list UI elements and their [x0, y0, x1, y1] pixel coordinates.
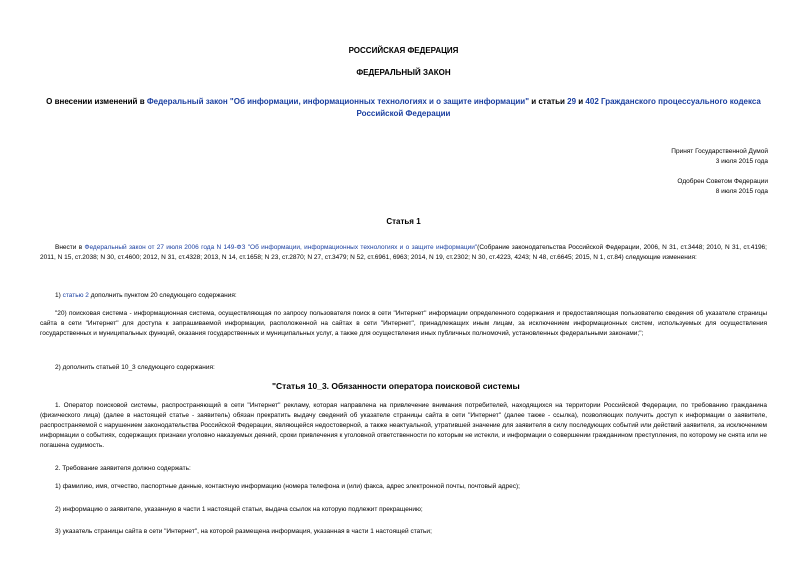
duma-adoption-label: Принят Государственной Думой [671, 148, 768, 155]
law-title-middle: и статьи [528, 97, 568, 106]
intro-link-federal-law-149[interactable]: Федеральный закон от 27 июля 2006 года N 149-ФЗ "Об информации, информационных технологиях и о защите информации" [84, 244, 478, 251]
law-title [40, 96, 767, 120]
item-2: 2) дополнить статьей 10_3 следующего содержания: [55, 364, 215, 371]
law-type-heading: ФЕДЕРАЛЬНЫЙ ЗАКОН [356, 68, 451, 77]
law-title-and: и [576, 97, 586, 106]
duma-adoption-date: 3 июля 2015 года [715, 158, 768, 165]
requirement-item-2: 2) информацию о заявителе, указанную в части 1 настоящей статьи, выдача ссылок на которую подлежит прекращению; [55, 506, 423, 513]
new-article-heading: "Статья 10_3. Обязанности оператора поисковой системы [272, 381, 520, 391]
article-1-intro [40, 243, 767, 263]
requirement-item-1: 1) фамилию, имя, отчество, паспортные данные, контактную информацию (номера телефона и (или) факса, адрес электронной почты, почтовый адрес); [55, 483, 520, 490]
item-1-text: дополнить пунктом 20 следующего содержания: [88, 292, 237, 299]
law-title-link-info-law[interactable]: Федеральный закон "Об информации, информационных технологиях и о защите информации" [146, 97, 529, 106]
council-approval-date: 8 июля 2015 года [715, 188, 768, 195]
requirement-item-3: 3) указатель страницы сайта в сети "Интернет", на которой размещена информация, указанная в части 1 настоящей статьи; [55, 528, 432, 535]
new-article-para-1: 1. Оператор поисковой системы, распространяющий в сети "Интернет" рекламу, которая направлена на привлечение внимания потребителей, находящихся на территории Российской Федерации, по требованию гражданина (физического лица) (далее в настоящей статье - заявитель) обязан прекратить выдачу сведений об указателе страницы сайта в сети "Интернет" (далее также - ссылка), позволяющих получить доступ к информации о заявителе, распространяемой с нарушением законодательства Российской Федерации, являющейся недостоверной, а также неактуальной, утратившей значение для заявителя в силу последующих событий или действий заявителя, за исключением информации о событиях, содержащих признаки уголовно наказуемых деяний, сроки привлечения к уголовной ответственности по которым не истекли, и информации о совершении гражданином преступления, по которому не снята или не погашена судимость. [40, 402, 767, 449]
council-approval [677, 177, 768, 197]
item-1-link-article-2[interactable]: статью 2 [62, 292, 89, 299]
item-1-number: 1) [55, 292, 63, 299]
law-title-link-article-402[interactable]: 402 Гражданского процессуального кодекса Российской Федерации [356, 97, 761, 118]
law-title-prefix: О внесении изменений в [46, 97, 147, 106]
intro-prefix: Внести в [55, 244, 85, 251]
country-heading: РОССИЙСКАЯ ФЕДЕРАЦИЯ [348, 46, 459, 55]
new-article-para-2: 2. Требование заявителя должно содержать: [55, 465, 191, 472]
council-approval-label: Одобрен Советом Федерации [677, 178, 768, 185]
intro-sources: (Собрание законодательства Российской Федерации, 2006, N 31, ст.3448; 2010, N 31, ст.4196; 2011, N 15, ст.2038; N 30, ст.4600; 2012, N 31, ст.4328; 2013, N 14, ст.1658; N 23, ст.2870; N 27, ст.3479; N 52, ст.6961, 6963; 2014, N 19, ст.2302; N 30, ст.4223, 4243; N 48, ст.6645; 2015, N 1, ст.84) следующие изменения: [40, 244, 767, 261]
item-1-quote: "20) поисковая система - информационная система, осуществляющая по запросу пользователя поиск в сети "Интернет" информации определенного содержания и предоставляющая пользователю сведения об указателе страницы сайта в сети "Интернет" для доступа к запрашиваемой информации, расположенной на сайтах в сети "Интернет", принадлежащих иным лицам, за исключением информационных систем, используемых для осуществления государственных и муниципальных функций, оказания государственных и муниципальных услуг, а также для осуществления иных публичных полномочий, установленных федеральными законами;"; [40, 310, 767, 337]
item-1 [55, 291, 237, 301]
article-1-heading: Статья 1 [386, 217, 421, 226]
law-title-link-article-29[interactable]: 29 [567, 97, 577, 106]
duma-adoption [671, 147, 768, 167]
